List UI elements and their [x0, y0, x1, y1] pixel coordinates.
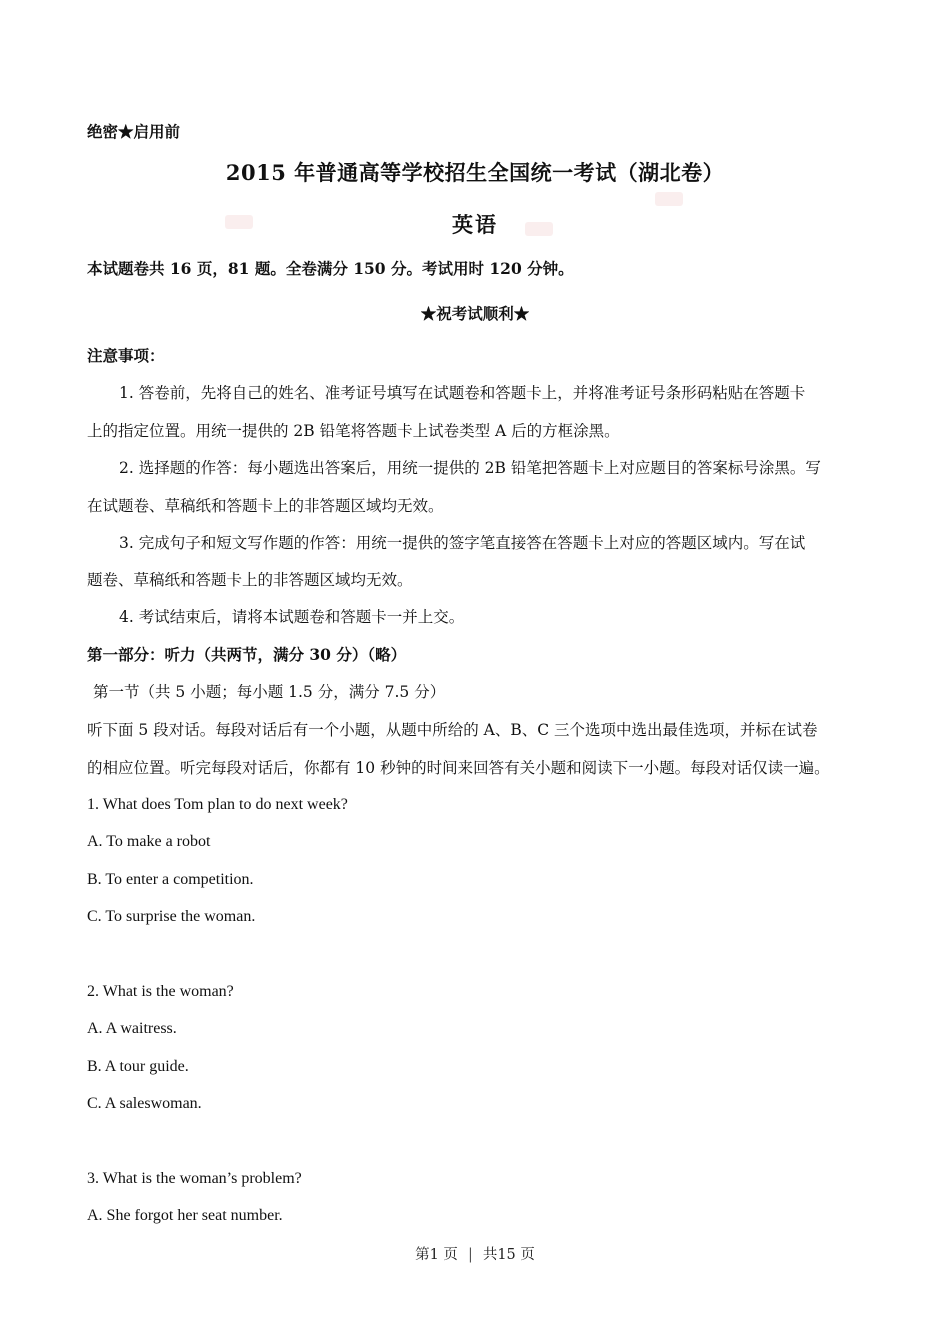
- exam-title: 2015 年普通高等学校招生全国统一考试（湖北卷）: [225, 160, 725, 185]
- subject-title: 英语: [452, 212, 498, 237]
- blessing-text: ★祝考试顺利★: [420, 304, 530, 323]
- note-item: 3. 完成句子和短文写作题的作答：用统一提供的签字笔直接答在答题卡上对应的答题区域内。写在试: [119, 534, 806, 552]
- note-item: 2. 选择题的作答：每小题选出答案后，用统一提供的 2B 铅笔把答题卡上对应题目的答案标号涂黑。写: [119, 459, 821, 477]
- page-number: 第1 页: [415, 1247, 458, 1263]
- question-option: B. To enter a competition.: [87, 871, 254, 888]
- question-option: A. To make a robot: [87, 833, 211, 850]
- note-item: 上的指定位置。用统一提供的 2B 铅笔将答题卡上试卷类型 A 后的方框涂黑。: [87, 422, 620, 440]
- confidential-label: 绝密★启用前: [87, 122, 181, 141]
- part1-heading: 第一部分：听力（共两节，满分 30 分）（略）: [87, 645, 407, 664]
- exam-info: 本试题卷共 16 页，81 题。全卷满分 150 分。考试用时 120 分钟。: [87, 259, 574, 278]
- question-stem: 1. What does Tom plan to do next week?: [87, 796, 348, 813]
- page-footer: [0, 1245, 950, 1265]
- question-option: C. A saleswoman.: [87, 1095, 202, 1112]
- question-option: B. A tour guide.: [87, 1058, 189, 1075]
- question-option: A. She forgot her seat number.: [87, 1207, 283, 1224]
- instructions-line: 听下面 5 段对话。每段对话后有一个小题，从题中所给的 A、B、C 三个选项中选出最佳选项，并标在试卷: [87, 721, 818, 739]
- question-stem: 3. What is the woman’s problem?: [87, 1170, 302, 1187]
- footer-separator: |: [467, 1247, 473, 1263]
- note-item: 1. 答卷前，先将自己的姓名、准考证号填写在试题卷和答题卡上，并将准考证号条形码粘贴在答题卡: [119, 384, 806, 402]
- instructions-line: 的相应位置。听完每段对话后，你都有 10 秒钟的时间来回答有关小题和阅读下一小题。每段对话仅读一遍。: [87, 759, 830, 777]
- question-stem: 2. What is the woman?: [87, 983, 234, 1000]
- watermark-mark: [655, 192, 683, 206]
- note-item: 4. 考试结束后，请将本试题卷和答题卡一并上交。: [119, 608, 465, 626]
- page-total: 共15 页: [482, 1247, 535, 1263]
- question-option: A. A waitress.: [87, 1020, 177, 1037]
- note-item: 题卷、草稿纸和答题卡上的非答题区域均无效。: [87, 571, 413, 589]
- notes-heading: 注意事项：: [87, 346, 165, 365]
- question-option: C. To surprise the woman.: [87, 908, 256, 925]
- note-item: 在试题卷、草稿纸和答题卡上的非答题区域均无效。: [87, 497, 444, 515]
- section1-heading: 第一节（共 5 小题；每小题 1.5 分，满分 7.5 分）: [93, 683, 446, 701]
